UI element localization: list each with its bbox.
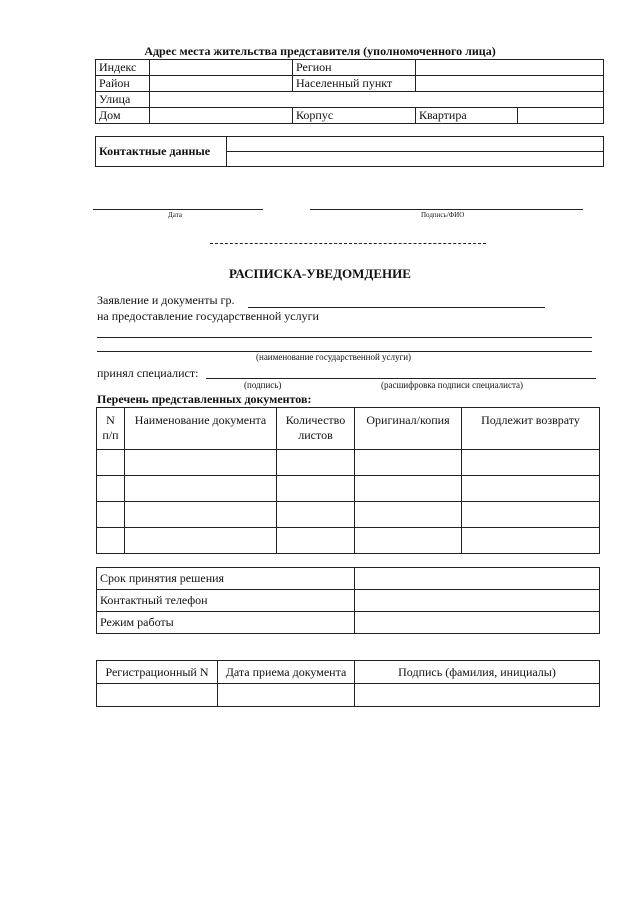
specialist-decode-hint: (расшифровка подписи специалиста) — [381, 380, 523, 390]
address-row-index-region — [96, 60, 604, 76]
table-cell[interactable] — [125, 450, 277, 476]
schedule-label: Режим работы — [97, 612, 355, 634]
table-cell[interactable] — [462, 476, 600, 502]
schedule-field[interactable] — [355, 612, 600, 634]
table-cell[interactable] — [277, 528, 355, 554]
deadline-field[interactable] — [355, 568, 600, 590]
address-row-street — [96, 92, 604, 108]
table-cell[interactable] — [355, 450, 462, 476]
signature-line[interactable] — [310, 209, 583, 210]
table-cell[interactable] — [97, 528, 125, 554]
col-original-header: Оригинал/копия — [355, 408, 462, 450]
signature-label: Подпись/ФИО — [421, 211, 465, 219]
info-row-phone — [97, 590, 600, 612]
col-number-header: N п/п — [97, 408, 125, 450]
district-label: Район — [96, 76, 150, 92]
address-table — [95, 59, 604, 124]
phone-field[interactable] — [355, 590, 600, 612]
table-row — [97, 684, 600, 707]
table-cell[interactable] — [462, 528, 600, 554]
street-field[interactable] — [150, 92, 604, 108]
date-label: Дата — [168, 211, 182, 219]
documents-table — [96, 407, 600, 554]
info-row-schedule — [97, 612, 600, 634]
table-cell[interactable] — [277, 450, 355, 476]
apartment-field[interactable] — [518, 108, 604, 124]
date-line[interactable] — [93, 209, 263, 210]
contact-field-2[interactable] — [227, 152, 604, 167]
table-cell[interactable] — [462, 450, 600, 476]
table-cell[interactable] — [277, 476, 355, 502]
specialist-sign-hint: (подпись) — [244, 380, 282, 390]
service-line-1[interactable] — [97, 337, 592, 338]
table-row — [97, 528, 600, 554]
phone-label: Контактный телефон — [97, 590, 355, 612]
locality-field[interactable] — [416, 76, 604, 92]
contact-table — [95, 136, 604, 167]
address-title: Адрес места жительства представителя (уполномоченного лица) — [144, 44, 496, 58]
info-row-deadline — [97, 568, 600, 590]
address-row-district-locality — [96, 76, 604, 92]
table-cell[interactable] — [277, 502, 355, 528]
registration-table — [96, 660, 600, 707]
contact-label: Контактные данные — [96, 137, 227, 167]
col-return-header: Подлежит возврату — [462, 408, 600, 450]
table-cell[interactable] — [97, 502, 125, 528]
table-cell[interactable] — [125, 502, 277, 528]
table-cell[interactable] — [355, 502, 462, 528]
table-cell[interactable] — [355, 528, 462, 554]
info-table — [96, 567, 600, 634]
col-sheets-header: Количество листов — [277, 408, 355, 450]
table-cell[interactable] — [125, 476, 277, 502]
service-label: на предоставление государственной услуги — [97, 309, 319, 323]
reg-signature-header: Подпись (фамилия, инициалы) — [355, 661, 600, 684]
specialist-line[interactable] — [206, 378, 596, 379]
table-cell[interactable] — [125, 528, 277, 554]
reg-signature-field[interactable] — [355, 684, 600, 707]
table-row — [97, 476, 600, 502]
documents-header-row — [97, 408, 600, 450]
contact-field-1[interactable] — [227, 137, 604, 152]
region-field[interactable] — [416, 60, 604, 76]
region-label: Регион — [293, 60, 416, 76]
specialist-label: принял специалист: — [97, 366, 199, 380]
deadline-label: Срок принятия решения — [97, 568, 355, 590]
reg-number-field[interactable] — [97, 684, 218, 707]
address-row-house — [96, 108, 604, 124]
applicant-label: Заявление и документы гр. — [97, 293, 235, 307]
table-row — [97, 450, 600, 476]
locality-label: Населенный пункт — [293, 76, 416, 92]
cut-line — [210, 243, 486, 244]
street-label: Улица — [96, 92, 150, 108]
table-cell[interactable] — [97, 450, 125, 476]
col-name-header: Наименование документа — [125, 408, 277, 450]
index-label: Индекс — [96, 60, 150, 76]
table-cell[interactable] — [462, 502, 600, 528]
table-cell[interactable] — [97, 476, 125, 502]
apartment-label: Квартира — [416, 108, 518, 124]
table-row — [97, 502, 600, 528]
building-label: Корпус — [293, 108, 416, 124]
index-field[interactable] — [150, 60, 293, 76]
documents-list-title: Перечень представленных документов: — [97, 392, 312, 406]
reg-number-header: Регистрационный N — [97, 661, 218, 684]
service-hint: (наименование государственной услуги) — [256, 352, 412, 362]
reg-date-field[interactable] — [218, 684, 355, 707]
receipt-title: РАСПИСКА-УВЕДОМДЕНИЕ — [229, 266, 411, 281]
reg-date-header: Дата приема документа — [218, 661, 355, 684]
table-cell[interactable] — [355, 476, 462, 502]
district-field[interactable] — [150, 76, 293, 92]
applicant-line[interactable] — [248, 307, 545, 308]
house-label: Дом — [96, 108, 150, 124]
house-field[interactable] — [150, 108, 293, 124]
registration-header-row — [97, 661, 600, 684]
